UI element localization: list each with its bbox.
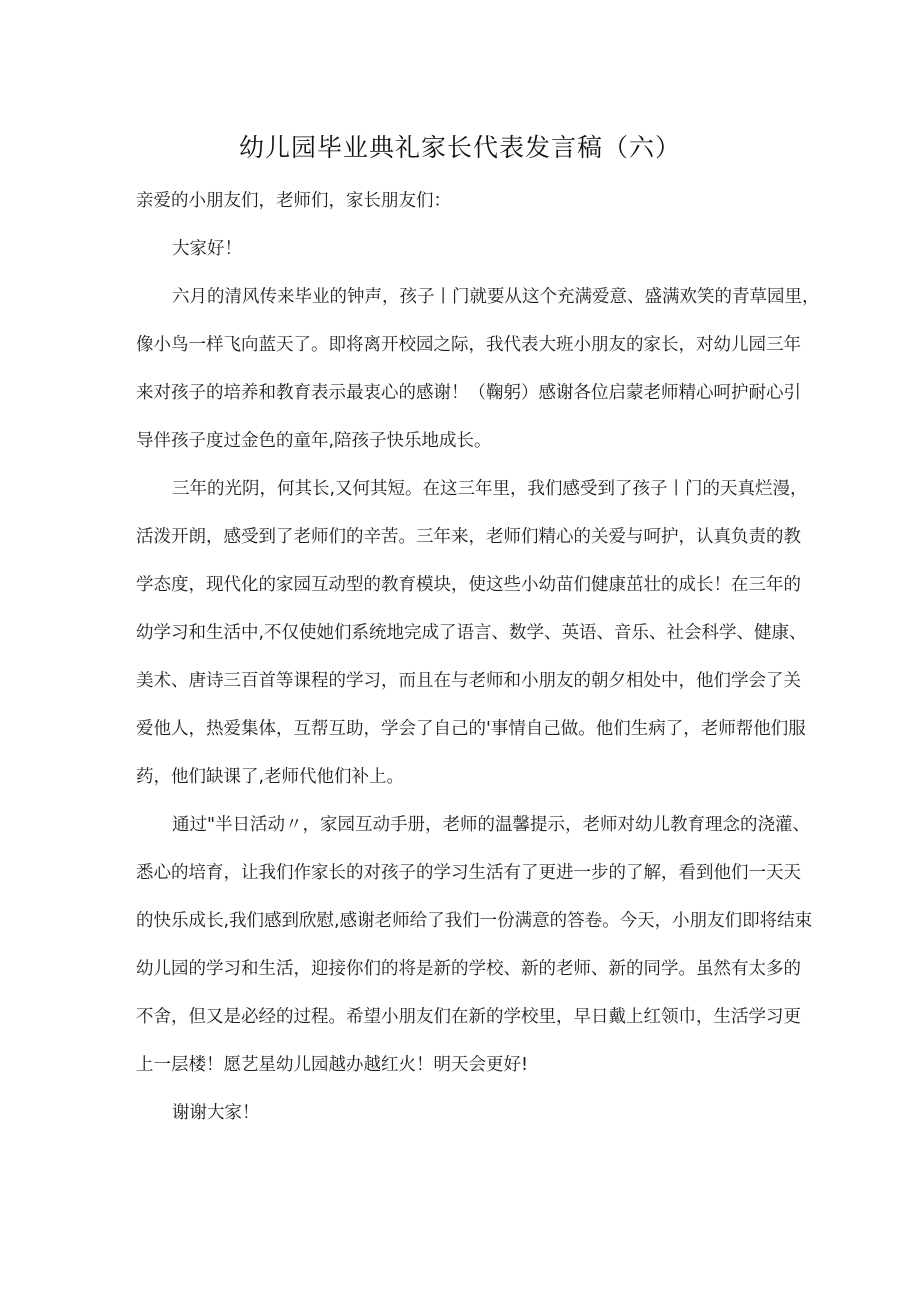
closing: 谢谢大家！ [172, 1103, 260, 1123]
page-title: 幼儿园毕业典礼家长代表发言稿（六） [238, 133, 681, 162]
paragraph-line: 学态度，现代化的家园互动型的教育模块，使这些小幼苗们健康茁壮的成长！在三年的 [136, 575, 801, 595]
paragraph-line: 幼儿园的学习和生活，迎接你们的将是新的学校、新的老师、新的同学。虽然有太多的 [136, 959, 801, 979]
paragraph-line: 幼学习和生活中,不仅使她们系统地完成了语言、数学、英语、音乐、社会科学、健康、 [136, 623, 807, 643]
paragraph-line: 爱他人，热爱集体，互帮互助，学会了自己的'事情自己做。他们生病了，老师帮他们服 [136, 719, 806, 739]
paragraph-line: 活泼开朗，感受到了老师们的辛苦。三年来，老师们精心的关爱与呵护，认真负责的教 [136, 527, 801, 547]
paragraph-line: 像小鸟一样飞向蓝天了。即将离开校园之际，我代表大班小朋友的家长，对幼儿园三年 [136, 335, 801, 355]
paragraph-line: 上一层楼！愿艺星幼儿园越办越红火！明天会更好! [136, 1055, 529, 1075]
paragraph-line: 不舍，但又是必经的过程。希望小朋友们在新的学校里，早日戴上红领巾，生活学习更 [136, 1007, 801, 1027]
paragraph-line: 来对孩子的培养和教育表示最衷心的感谢！（鞠躬）感谢各位启蒙老师精心呵护耐心引 [136, 383, 801, 403]
paragraph-line: 六月的清风传来毕业的钟声，孩子丨门就要从这个充满爱意、盛满欢笑的青草园里， [172, 287, 820, 307]
paragraph-line: 通过"半日活动〃，家园互动手册，老师的温馨提示，老师对幼儿教育理念的浇灌、 [172, 815, 811, 835]
paragraph-line: 悉心的培育，让我们作家长的对孩子的学习生活有了更进一步的了解，看到他们一天天 [136, 863, 801, 883]
greeting: 亲爱的小朋友们，老师们，家长朋友们： [136, 191, 451, 211]
salutation: 大家好！ [172, 239, 242, 259]
paragraph-line: 的快乐成长,我们感到欣慰,感谢老师给了我们一份满意的答卷。今天，小朋友们即将结束 [136, 911, 813, 931]
paragraph-line: 导伴孩子度过金色的童年,陪孩子快乐地成长。 [136, 431, 492, 451]
paragraph-line: 三年的光阴，何其长,又何其短。在这三年里，我们感受到了孩子丨门的天真烂漫， [172, 479, 808, 499]
paragraph-line: 药，他们缺课了,老师代他们补上。 [136, 767, 405, 787]
paragraph-line: 美术、唐诗三百首等课程的学习，而且在与老师和小朋友的朝夕相处中，他们学会了关 [136, 671, 801, 691]
